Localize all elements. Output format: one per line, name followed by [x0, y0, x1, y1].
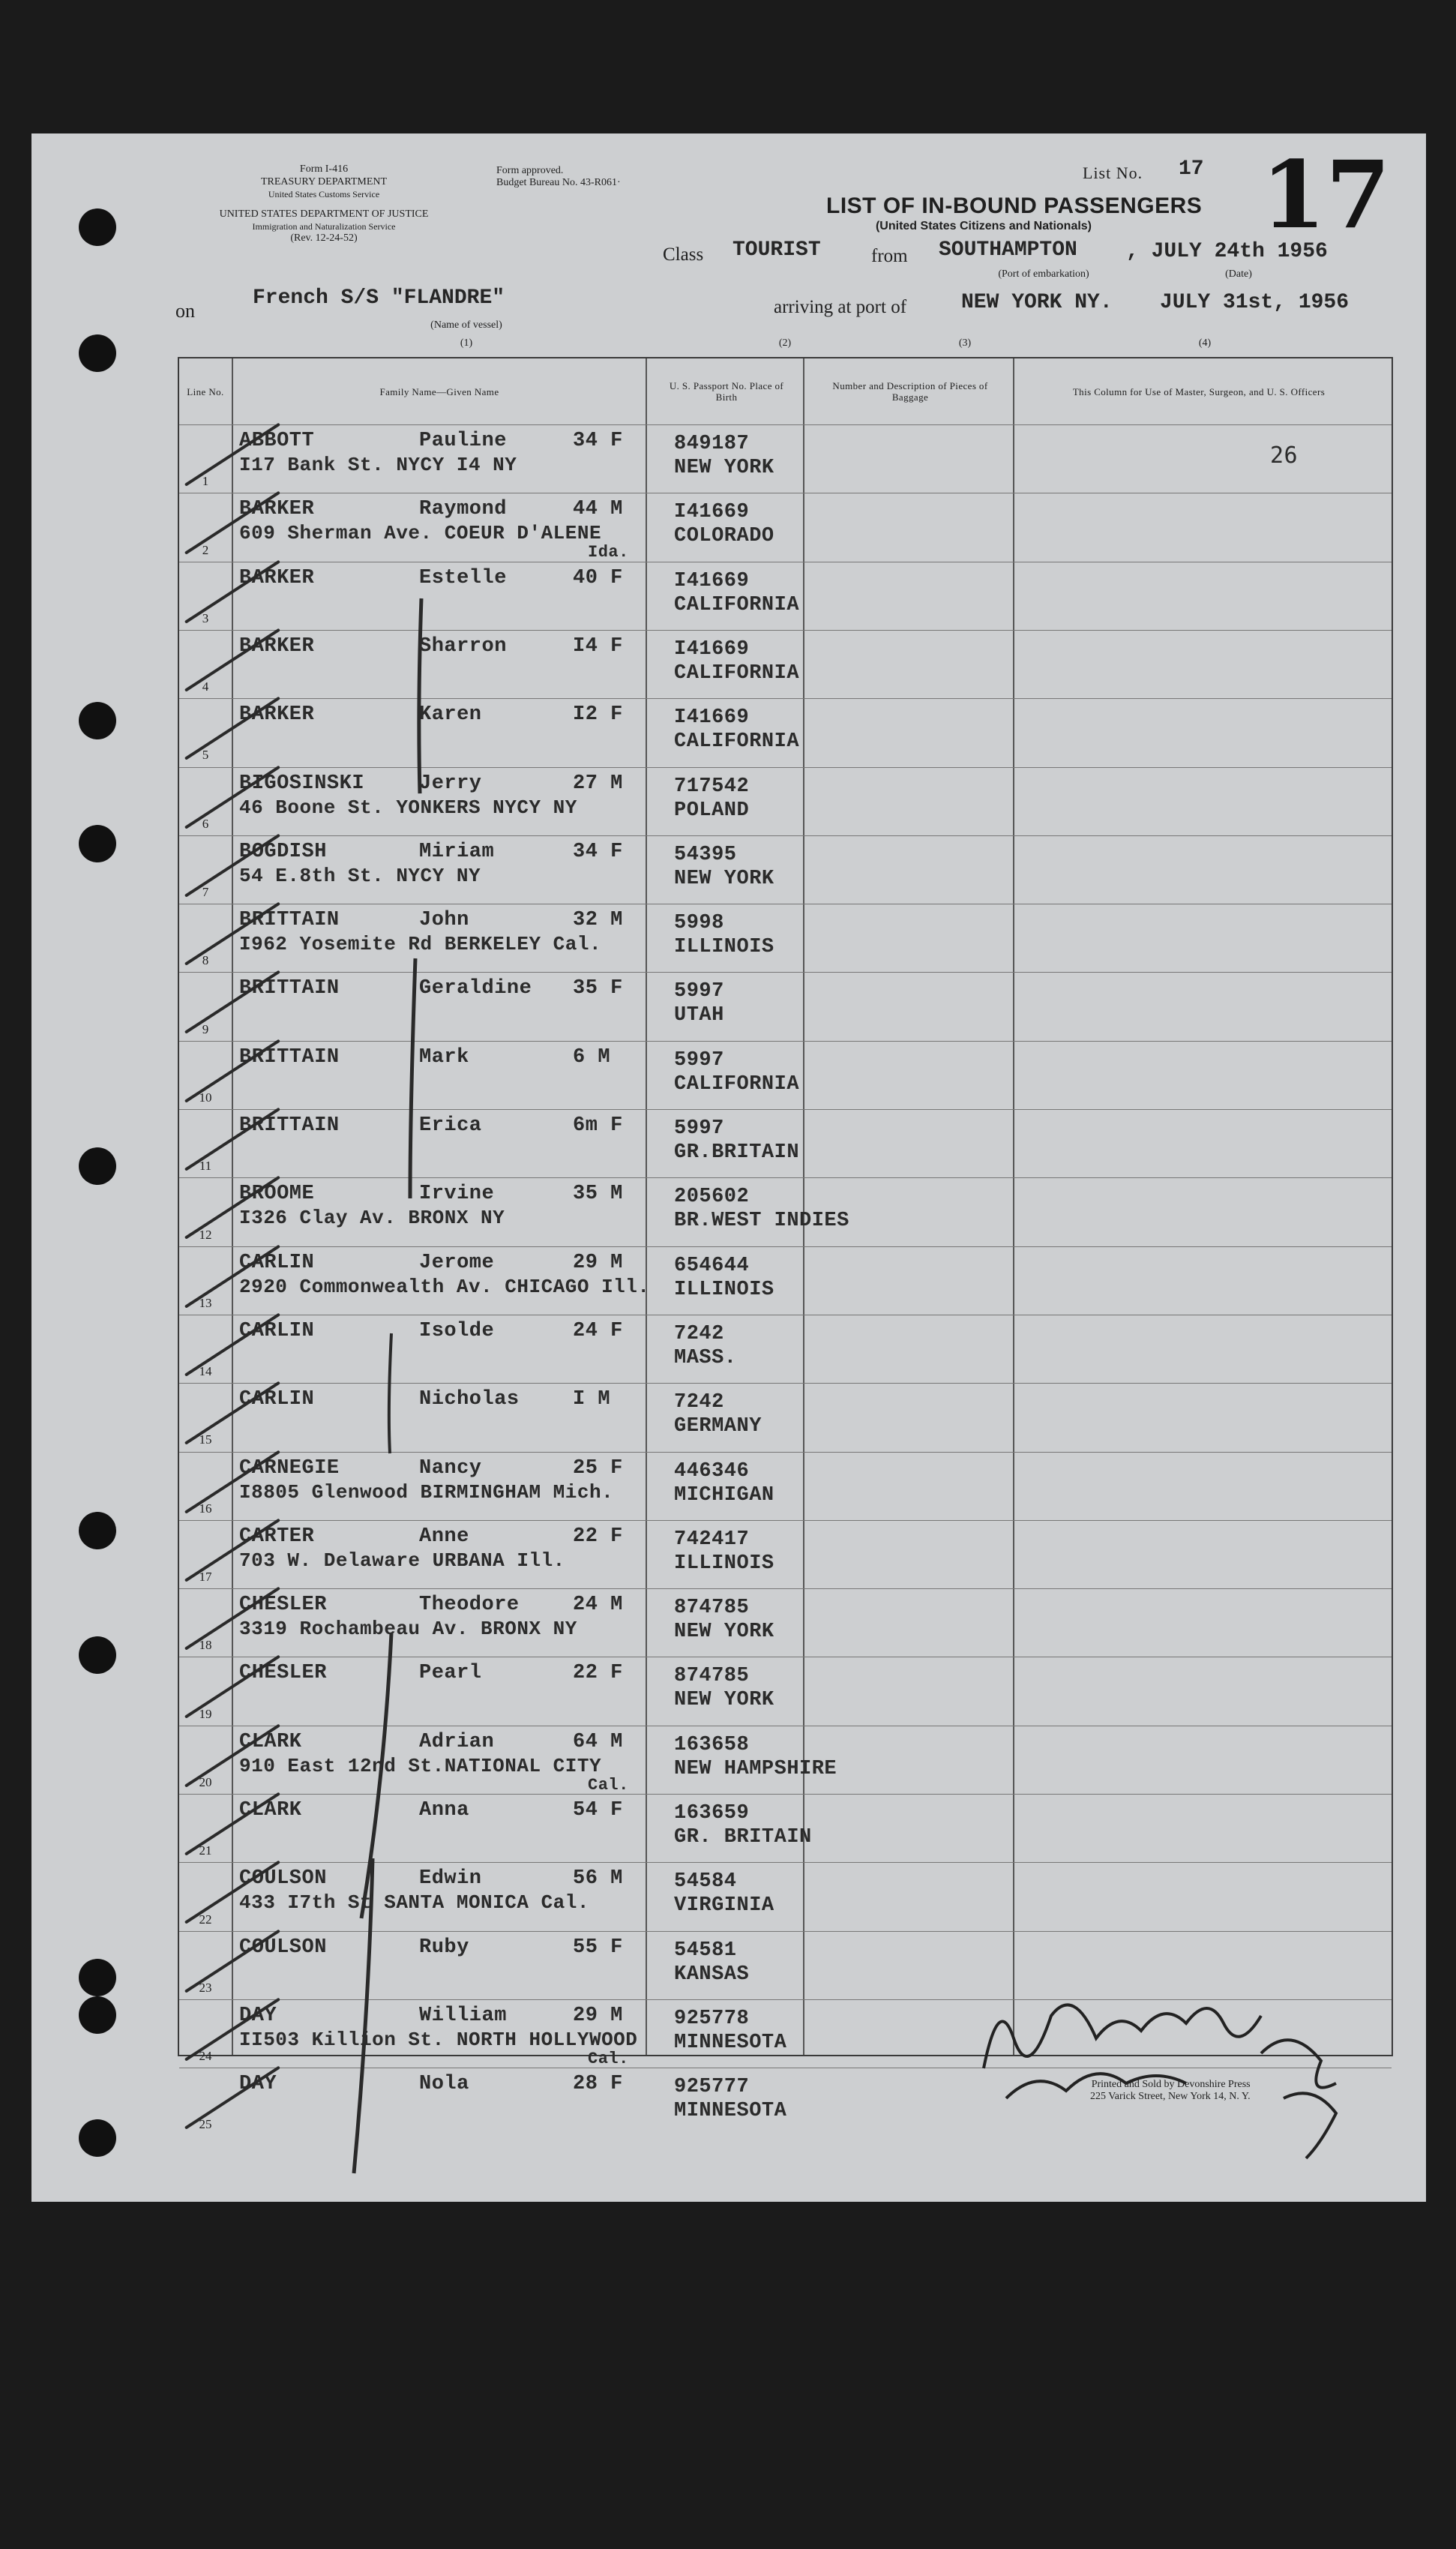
line-number: 7: [202, 885, 209, 900]
passport-number: 5997: [674, 980, 724, 1003]
given-name: Jerome: [419, 1251, 495, 1274]
place-of-birth: VIRGINIA: [674, 1894, 774, 1918]
given-name: Adrian: [419, 1730, 495, 1753]
line-number: 16: [199, 1501, 212, 1516]
embarkation-date: , JULY 24th 1956: [1126, 240, 1328, 263]
family-name: BARKER: [239, 566, 315, 589]
port-of-embarkation: SOUTHAMPTON: [939, 238, 1077, 262]
place-of-birth: COLORADO: [674, 525, 774, 548]
address: 3319 Rochambeau Av. BRONX NY: [239, 1618, 577, 1641]
place-of-birth: BR.WEST INDIES: [674, 1210, 849, 1233]
justice-dept: UNITED STATES DEPARTMENT OF JUSTICE: [219, 208, 429, 220]
passport-number: 925777: [674, 2076, 750, 2099]
age-sex: 34 F: [573, 430, 623, 452]
family-name: CARNEGIE: [239, 1456, 340, 1480]
given-name: Edwin: [419, 1867, 482, 1891]
family-name: CHESLER: [239, 1594, 327, 1617]
family-name: BIGOSINSKI: [239, 772, 365, 795]
passport-number: 742417: [674, 1528, 750, 1551]
given-name: Geraldine: [419, 977, 532, 1000]
place-of-birth: UTAH: [674, 1004, 724, 1027]
line-number: 14: [199, 1364, 212, 1379]
family-name: CLARK: [239, 1799, 302, 1822]
family-name: BRITTAIN: [239, 977, 340, 1000]
age-sex: 24 F: [573, 1319, 623, 1342]
handwritten-list-number: 17: [1261, 141, 1391, 250]
form-title: LIST OF IN-BOUND PASSENGERS: [826, 193, 1203, 218]
place-of-birth: MINNESOTA: [674, 2031, 787, 2054]
col-num-4: (4): [1198, 337, 1212, 349]
family-name: CARLIN: [239, 1319, 315, 1342]
age-sex: 29 M: [573, 2004, 623, 2027]
place-of-birth: KANSAS: [674, 1963, 750, 1986]
place-of-birth: MICHIGAN: [674, 1483, 774, 1507]
line-number: 11: [199, 1159, 212, 1174]
vertical-pen-stroke: [361, 1633, 391, 1918]
line-number: 13: [199, 1295, 212, 1310]
address: I962 Yosemite Rd BERKELEY Cal.: [239, 933, 602, 956]
passport-number: 7242: [674, 1322, 724, 1345]
place-of-birth: GERMANY: [674, 1415, 762, 1438]
col-num-2: (2): [778, 337, 792, 349]
given-name: Nola: [419, 2073, 469, 2096]
passport-number: 205602: [674, 1186, 750, 1209]
place-of-birth: ILLINOIS: [674, 936, 774, 959]
arrival-date: JULY 31st, 1956: [1160, 291, 1350, 314]
place-of-birth: CALIFORNIA: [674, 661, 800, 685]
passport-number: 54584: [674, 1870, 737, 1894]
family-name: BRITTAIN: [239, 1114, 340, 1137]
place-of-birth: NEW YORK: [674, 457, 774, 479]
given-name: Pearl: [419, 1662, 482, 1685]
printer-name: Printed and Sold by Devonshire Press: [1091, 2079, 1251, 2090]
given-name: Anne: [419, 1525, 469, 1548]
address: I17 Bank St. NYCY I4 NY: [239, 454, 517, 476]
address: 609 Sherman Ave. COEUR D'ALENE: [239, 522, 602, 545]
place-of-birth: NEW HAMPSHIRE: [674, 1757, 837, 1780]
place-of-birth: CALIFORNIA: [674, 730, 800, 754]
line-number: 15: [199, 1432, 212, 1447]
age-sex: 35 M: [573, 1183, 623, 1206]
given-name: Anna: [419, 1799, 469, 1822]
family-name: COULSON: [239, 1936, 327, 1959]
port-embarkation-caption: (Port of embarkation): [998, 268, 1089, 280]
given-name: Jerry: [419, 772, 482, 795]
place-of-birth: POLAND: [674, 799, 750, 822]
age-sex: 55 F: [573, 1936, 623, 1959]
address-state: Cal.: [588, 1775, 629, 1795]
signature: [1006, 2074, 1186, 2098]
header-name: Family Name—Given Name: [379, 385, 499, 397]
given-name: Sharron: [419, 634, 507, 658]
line-number: 23: [199, 1980, 212, 1995]
line-number: 6: [202, 816, 209, 831]
passport-number: 849187: [674, 433, 750, 455]
address-state: Ida.: [588, 543, 629, 562]
line-number: 9: [202, 1021, 209, 1036]
passport-number: 163659: [674, 1802, 750, 1825]
family-name: BARKER: [239, 498, 315, 521]
family-name: BRITTAIN: [239, 1045, 340, 1069]
header-officers: This Column for Use of Master, Surgeon, and U. S. Officers: [1072, 385, 1326, 397]
passport-number: I41669: [674, 706, 750, 730]
family-name: CARTER: [239, 1525, 315, 1548]
line-number: 4: [202, 679, 209, 694]
age-sex: 22 F: [573, 1525, 623, 1548]
col-num-1: (1): [460, 337, 473, 349]
line-number: 5: [202, 748, 209, 763]
age-sex: 32 M: [573, 909, 623, 932]
arrival-port: NEW YORK NY.: [961, 291, 1113, 314]
age-sex: 35 F: [573, 977, 623, 1000]
arriving-label: arriving at port of: [774, 297, 907, 317]
given-name: Karen: [419, 703, 482, 727]
address: I8805 Glenwood BIRMINGHAM Mich.: [239, 1480, 614, 1504]
age-sex: 27 M: [573, 772, 623, 795]
line-number: 21: [199, 1843, 212, 1858]
age-sex: I4 F: [573, 634, 623, 658]
passport-number: 7242: [674, 1391, 724, 1414]
address: 46 Boone St. YONKERS NYCY NY: [239, 796, 577, 819]
on-label: on: [175, 300, 195, 322]
place-of-birth: GR. BRITAIN: [674, 1826, 812, 1849]
passport-number: 654644: [674, 1254, 750, 1277]
age-sex: 34 F: [573, 840, 623, 863]
line-number: 3: [202, 610, 209, 625]
age-sex: 6m F: [573, 1114, 623, 1137]
age-sex: 22 F: [573, 1662, 623, 1685]
line-number: 12: [199, 1227, 212, 1242]
age-sex: 28 F: [573, 2073, 623, 2096]
header-passport: U. S. Passport No. Place of Birth: [669, 380, 784, 403]
family-name: COULSON: [239, 1867, 327, 1891]
age-sex: 29 M: [573, 1251, 623, 1274]
family-name: BARKER: [239, 634, 315, 658]
age-sex: I2 F: [573, 703, 623, 727]
family-name: BROOME: [239, 1183, 315, 1206]
signature: [984, 2005, 1261, 2068]
age-sex: 6 M: [573, 1045, 611, 1069]
family-name: DAY: [239, 2073, 277, 2096]
given-name: Erica: [419, 1114, 482, 1137]
col-num-3: (3): [958, 337, 972, 349]
family-name: BRITTAIN: [239, 909, 340, 932]
family-name: CARLIN: [239, 1388, 315, 1411]
place-of-birth: NEW YORK: [674, 1689, 774, 1712]
class-label: Class: [663, 244, 704, 265]
given-name: John: [419, 909, 469, 932]
from-label: from: [871, 246, 908, 266]
passport-number: 5998: [674, 912, 724, 935]
age-sex: 40 F: [573, 566, 623, 589]
address: 2920 Commonwealth Av. CHICAGO Ill.: [239, 1275, 650, 1298]
vertical-pen-stroke: [389, 1333, 391, 1453]
place-of-birth: CALIFORNIA: [674, 1072, 800, 1096]
manifest-page: [31, 133, 1426, 2202]
given-name: Irvine: [419, 1183, 495, 1206]
given-name: Miriam: [419, 840, 495, 863]
family-name: BARKER: [239, 703, 315, 727]
place-of-birth: ILLINOIS: [674, 1278, 774, 1301]
address: 703 W. Delaware URBANA Ill.: [239, 1549, 565, 1572]
form-number: Form I-416: [299, 163, 349, 175]
line-number: 10: [199, 1090, 212, 1105]
address: I326 Clay Av. BRONX NY: [239, 1207, 505, 1230]
line-number: 18: [199, 1638, 212, 1653]
passport-number: 446346: [674, 1459, 750, 1483]
passport-number: I41669: [674, 569, 750, 592]
given-name: Pauline: [419, 430, 507, 452]
initials: [1284, 2093, 1336, 2158]
revision-date: (Rev. 12-24-52): [290, 232, 358, 244]
passport-number: I41669: [674, 501, 750, 524]
family-name: CHESLER: [239, 1662, 327, 1685]
place-of-birth: NEW YORK: [674, 1621, 774, 1644]
age-sex: I M: [573, 1388, 611, 1411]
vessel-name: French S/S "FLANDRE": [253, 286, 505, 310]
place-of-birth: NEW YORK: [674, 867, 774, 890]
family-name: BOGDISH: [239, 840, 327, 863]
address-state: Cal.: [588, 2049, 629, 2068]
form-approved: Form approved.: [496, 165, 564, 176]
treasury-dept: TREASURY DEPARTMENT: [260, 176, 388, 187]
vertical-pen-stroke: [419, 598, 421, 793]
age-sex: 56 M: [573, 1867, 623, 1891]
family-name: ABBOTT: [239, 430, 315, 452]
budget-bureau: Budget Bureau No. 43-R061·: [496, 177, 621, 188]
given-name: William: [419, 2004, 507, 2027]
line-number: 1: [202, 474, 209, 489]
ins-service: Immigration and Naturalization Service: [252, 221, 396, 232]
place-of-birth: GR.BRITAIN: [674, 1141, 800, 1164]
passport-number: 874785: [674, 1597, 750, 1620]
line-number: 22: [199, 1912, 212, 1927]
line-number: 19: [199, 1706, 212, 1721]
passport-number: 54395: [674, 843, 737, 866]
passport-number: 874785: [674, 1665, 750, 1688]
age-sex: 25 F: [573, 1456, 623, 1480]
place-of-birth: ILLINOIS: [674, 1552, 774, 1575]
printer-address: 225 Varick Street, New York 14, N. Y.: [1090, 2091, 1251, 2102]
family-name: CARLIN: [239, 1251, 315, 1274]
given-name: Theodore: [419, 1594, 520, 1617]
address: 433 I7th St SANTA MONICA Cal.: [239, 1891, 589, 1915]
vessel-caption: (Name of vessel): [430, 319, 502, 331]
given-name: Mark: [419, 1045, 469, 1069]
given-name: Nicholas: [419, 1388, 520, 1411]
address: 910 East 12nd St.NATIONAL CITY: [239, 1754, 602, 1777]
vertical-pen-stroke: [410, 958, 415, 1198]
list-no-label: List No.: [1083, 163, 1143, 182]
header-line-no: Line No.: [187, 385, 224, 397]
handwriting-marks: [31, 133, 1426, 2202]
age-sex: 64 M: [573, 1730, 623, 1753]
place-of-birth: CALIFORNIA: [674, 593, 800, 616]
officer-mark: 26: [1270, 442, 1299, 469]
line-number: 20: [199, 1774, 212, 1789]
line-number: 25: [199, 2117, 212, 2132]
date-caption: (Date): [1225, 268, 1252, 280]
age-sex: 54 F: [573, 1799, 623, 1822]
given-name: Isolde: [419, 1319, 495, 1342]
line-number: 8: [202, 953, 209, 968]
passport-number: 925778: [674, 2007, 750, 2030]
passport-number: I41669: [674, 637, 750, 661]
given-name: Estelle: [419, 566, 507, 589]
address: II503 Killion St. NORTH HOLLYWOOD: [239, 2028, 638, 2051]
passport-number: 717542: [674, 775, 750, 798]
age-sex: 44 M: [573, 498, 623, 521]
line-number: 17: [199, 1570, 212, 1585]
line-number: 24: [199, 2049, 212, 2064]
passport-number: 5997: [674, 1048, 724, 1072]
line-number: 2: [202, 542, 209, 557]
given-name: Raymond: [419, 498, 507, 521]
class-value: TOURIST: [732, 238, 821, 262]
header-baggage: Number and Description of Pieces of Baggage: [832, 380, 988, 403]
passport-number: 163658: [674, 1733, 750, 1756]
place-of-birth: MINNESOTA: [674, 2100, 787, 2123]
family-name: CLARK: [239, 1730, 302, 1753]
address: 54 E.8th St. NYCY NY: [239, 864, 481, 887]
passport-number: 5997: [674, 1117, 724, 1140]
given-name: Ruby: [419, 1936, 469, 1959]
initials: [1261, 2040, 1336, 2087]
age-sex: 24 M: [573, 1594, 623, 1617]
list-no-value: 17: [1179, 157, 1204, 181]
place-of-birth: MASS.: [674, 1346, 737, 1369]
given-name: Nancy: [419, 1456, 482, 1480]
family-name: DAY: [239, 2004, 277, 2027]
customs-service: United States Customs Service: [268, 189, 380, 199]
passport-number: 54581: [674, 1939, 737, 1962]
form-subtitle: (United States Citizens and Nationals): [875, 220, 1092, 232]
